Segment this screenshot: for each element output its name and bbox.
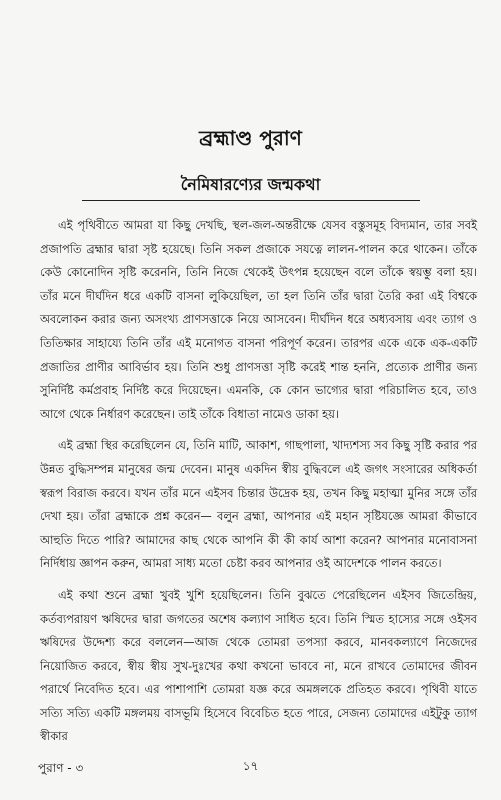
- paragraph: এই ব্রহ্মা স্থির করেছিলেন যে, তিনি মাটি, আকাশ, গাছপালা, খাদ্যশস্য সব কিছু সৃষ্টি করার পর উন্নত বুদ্ধিসম্পন্ন মানুষের জন্ম দেবেন। মানুষ একদিন স্বীয় বুদ্ধিবলে এই জগৎ সংসারের অধিকর্তা স্বরূপ বিরাজ করবে। যখন তাঁর মনে এইসব চিন্তার উদ্রেক হয়, তখন কিছু মহাত্মা মুনির সঙ্গে তাঁর দেখা হয়। তাঁরা ব্রহ্মাকে প্রশ্ন করেন— বলুন ব্রহ্মা, আপনার এই মহান সৃষ্টিযজ্ঞে আমরা কীভাবে আহুতি দিতে পারি? আমাদের কাছ থেকে আপনি কী কী কার্য আশা করেন? আপনার মনোবাসনা নির্দিধায় জ্ঞাপন করুন, আমরা সাধ্য মতো চেষ্টা করব আপনার ওই আদেশকে পালন করতে।: [40, 438, 477, 571]
- paragraph: এই কথা শুনে ব্রহ্মা খুবই খুশি হয়েছিলেন। তিনি বুঝতে পেরেছিলেন এইসব জিতেন্দ্রিয়, কর্তব্যপরায়ণ ঋষিদের দ্বারা জগতের অশেষ কল্যাণ সাধিত হবে। তিনি স্মিত হাস্যের সঙ্গে ওইসব ঋষিদের উদ্দেশ্য করে বললেন—আজ থেকে তোমরা তপস্যা করবে, মানবকল্যাণে নিজেদের নিয়োজিত করবে, স্বীয় স্বীয় সুখ-দুঃখের কথা কখনো ভাববে না, মনে রাখবে তোমাদের জীবন পরার্থে নিবেদিত হবে। এর পাশাপাশি তোমরা যজ্ঞ করে অমঙ্গলকে প্রতিহত করবে। পৃথিবী যাতে সত্যি সত্যি একটি মঙ্গলময় বাসভূমি হিসেবে বিবেচিত হতে পারে, সেজন্য তোমাদের এইটুকু ত্যাগ স্বীকার: [40, 587, 477, 744]
- body-text: [40, 214, 477, 757]
- paragraph: এই পৃথিবীতে আমরা যা কিছু দেখছি, স্থল-জল-অন্তরীক্ষে যেসব বস্তুসমূহ বিদ্যমান, তার সবই প্রজাপতি ব্রহ্মার দ্বারা সৃষ্ট হয়েছে। তিনি সকল প্রজাকে সযত্নে লালন-পালন করে থাকেন। তাঁকে কেউ কোনোদিন সৃষ্টি করেননি, তিনি নিজে থেকেই উৎপন্ন হয়েছেন বলে তাঁকে স্বয়ম্ভু বলা হয়। তাঁর মনে দীর্ঘদিন ধরে একটি বাসনা লুকিয়েছিল, তা হল তিনি তাঁর দ্বারা তৈরি করা এই বিশ্বকে অবলোকন করার জন্য অসংখ্য প্রাণসত্তাকে নিয়ে আসবেন। দীর্ঘদিন ধরে অধ্যবসায় এবং ত্যাগ ও তিতিক্ষার সাহায্যে তিনি তাঁর এই মনোগত বাসনা পরিপূর্ণ করেন। তারপর একে একে এক-একটি প্রজাতির প্রাণীর আবির্ভাব হয়। তিনি শুধু প্রাণসত্তা সৃষ্টি করেই শান্ত হননি, প্রত্যেক প্রাণীর জন্য সুনির্দিষ্ট কর্মপ্রবাহ নির্দিষ্ট করে দিয়েছেন। এমনকি, কে কোন ভাগ্যের দ্বারা পরিচালিত হবে, তাও আগে থেকে নির্ধারণ করেছেন। তাই তাঁকে বিধাতা নামেও ডাকা হয়।: [40, 218, 477, 421]
- heading-underline: [82, 200, 420, 201]
- footer-section-label: পুরাণ - ৩: [38, 761, 84, 775]
- page-title: ব্রহ্মাণ্ড পুরাণ: [199, 126, 302, 150]
- page-number: ১৭: [242, 759, 259, 773]
- chapter-heading: নৈমিষারণ্যের জন্মকথা: [180, 175, 321, 194]
